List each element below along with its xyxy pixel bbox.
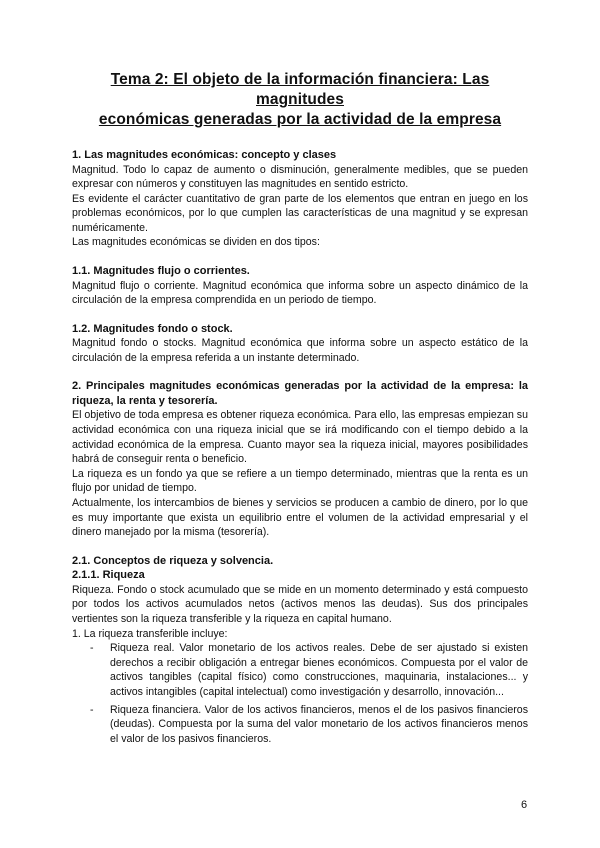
paragraph: Magnitud fondo o stocks. Magnitud económica que informa sobre un aspecto estático de la circulación de la empresa referida a un instante determinado. [72,337,528,364]
paragraph: El objetivo de toda empresa es obtener riqueza económica. Para ello, las empresas empiezan su actividad económica con una riqueza inicial que se irá modificando con el tiempo debido a la actividad económica de la empresa. Cuanto mayor sea la riqueza inicial, mayores posibilidades habrá de conseguir renta o beneficio. [72,409,528,466]
paragraph: Actualmente, los intercambios de bienes y servicios se producen a cambio de dinero, por lo que es muy importante que exista un equilibrio entre el volumen de la actividad empresarial y el dinero manejado por la misma (tesorería). [72,497,528,539]
bullet-list [72,641,528,746]
title-line-1: Tema 2: El objeto de la información financiera: Las magnitudes [110,71,490,108]
list-item-text: Riqueza financiera. Valor de los activos financieros, menos el de los pasivos financieros (deudas). Compuesta por la suma del valor monetario de los activos financieros menos el valor de los pasivos financieros. [110,703,528,745]
section-1-1-heading: 1.1. Magnitudes flujo o corrientes. [72,265,250,278]
paragraph: Magnitud flujo o corriente. Magnitud económica que informa sobre un aspecto dinámico de la circulación de la empresa comprendida en un periodo de tiempo. [72,279,528,307]
paragraph: 1. La riqueza transferible incluye: [72,627,228,640]
document-page [72,70,528,749]
list-item [90,641,528,699]
dash-marker: - [90,642,94,655]
page-number: 6 [521,799,528,811]
list-item [90,703,528,747]
section-1-2-heading: 1.2. Magnitudes fondo o stock. [72,322,233,335]
paragraph: La riqueza es un fondo ya que se refiere a un tiempo determinado, mientras que la renta es un flujo por unidad de tiempo. [72,467,528,495]
section-1-heading: 1. Las magnitudes económicas: concepto y clases [72,149,337,161]
section-2-1-1-heading: 2.1.1. Riqueza [72,569,145,582]
section-2-1-heading: 2.1. Conceptos de riqueza y solvencia. [72,554,274,567]
paragraph: Magnitud. Todo lo capaz de aumento o disminución, generalmente medibles, que se pueden expresar con números y constituyen las magnitudes en sentido estricto. [72,163,528,191]
paragraph: Es evidente el carácter cuantitativo de gran parte de los elementos que entran en juego en los problemas económicos, por lo que cumplen las características de una magnitud y se expresan numéricamente. [72,192,528,234]
dash-marker: - [90,703,94,716]
section-2-heading: 2. Principales magnitudes económicas generadas por la actividad de la empresa: la riqueza, la renta y tesorería. [72,380,528,407]
paragraph: Riqueza. Fondo o stock acumulado que se mide en un momento determinado y está compuesto por todos los activos acumulados netos (activos menos las deudas). Sus dos principales vertientes son la riqueza transferible y la riqueza en capital humano. [72,583,528,625]
paragraph: Las magnitudes económicas se dividen en dos tipos: [72,236,320,249]
list-item-text: Riqueza real. Valor monetario de los activos reales. Debe de ser ajustado si existen derechos a recibir obligación a entregar bienes económicos. Compuesta por el valor de activos tangibles (capital físico) como construcciones, maquinaria, instalaciones... y activos intangibles (capital intelectual) como investigación y desarrollo, innovación... [110,642,528,698]
document-title [72,70,528,130]
title-line-2: económicas generadas por la actividad de la empresa [98,111,502,128]
